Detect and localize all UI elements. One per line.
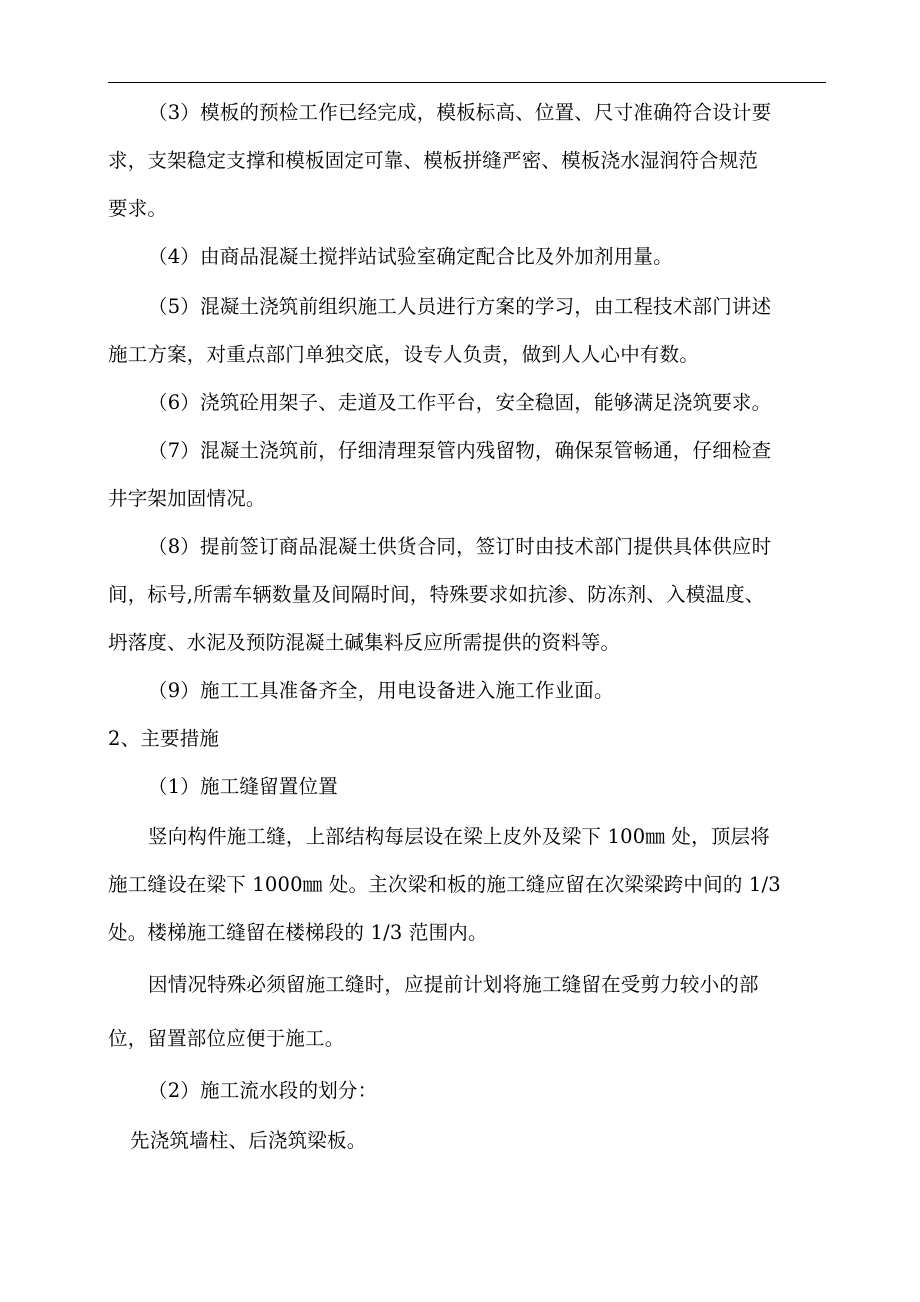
paragraph-line: （3）模板的预检工作已经完成，模板标高、位置、尺寸准确符合设计要 — [148, 101, 772, 124]
paragraph-line: （4）由商品混凝土搅拌站试验室确定配合比及外加剂用量。 — [148, 245, 673, 268]
paragraph-line: 位，留置部位应便于施工。 — [108, 1027, 345, 1050]
subheading: （2）施工流水段的划分： — [148, 1079, 378, 1102]
paragraph-line: 坍落度、水泥及预防混凝土碱集料反应所需提供的资料等。 — [108, 631, 621, 654]
section-heading: 2、主要措施 — [108, 727, 220, 750]
paragraph-line: （5）混凝土浇筑前组织施工人员进行方案的学习，由工程技术部门讲述 — [148, 295, 772, 318]
paragraph-line: 处。楼梯施工缝留在楼梯段的 1/3 范围内。 — [108, 921, 488, 944]
paragraph-line: （9）施工工具准备齐全，用电设备进入施工作业面。 — [148, 679, 614, 702]
paragraph-line: 施工方案，对重点部门单独交底，设专人负责，做到人人心中有数。 — [108, 343, 700, 366]
paragraph-line: 先浇筑墙柱、后浇筑梁板。 — [130, 1129, 367, 1152]
subheading: （1）施工缝留置位置 — [148, 775, 338, 798]
paragraph-line: （8）提前签订商品混凝土供货合同，签订时由技术部门提供具体供应时 — [148, 535, 772, 558]
paragraph-line: 井字架加固情况。 — [108, 487, 266, 510]
paragraph-line: （6）浇筑砼用架子、走道及工作平台，安全稳固，能够满足浇筑要求。 — [148, 391, 772, 414]
paragraph-line: 求，支架稳定支撑和模板固定可靠、模板拼缝严密、模板浇水湿润符合规范 — [108, 149, 759, 172]
paragraph-line: 要求。 — [108, 197, 168, 220]
paragraph-line: （7）混凝土浇筑前，仔细清理泵管内残留物，确保泵管畅通，仔细检查 — [148, 439, 772, 462]
paragraph-line: 竖向构件施工缝，上部结构每层设在梁上皮外及梁下 100㎜ 处，顶层将 — [148, 825, 770, 848]
paragraph-line: 间，标号,所需车辆数量及间隔时间，特殊要求如抗渗、防冻剂、入模温度、 — [108, 583, 765, 606]
header-rule — [108, 82, 826, 83]
paragraph-line: 施工缝设在梁下 1000㎜ 处。主次梁和板的施工缝应留在次梁梁跨中间的 1/3 — [108, 873, 781, 896]
paragraph-line: 因情况特殊必须留施工缝时，应提前计划将施工缝留在受剪力较小的部 — [148, 973, 759, 996]
